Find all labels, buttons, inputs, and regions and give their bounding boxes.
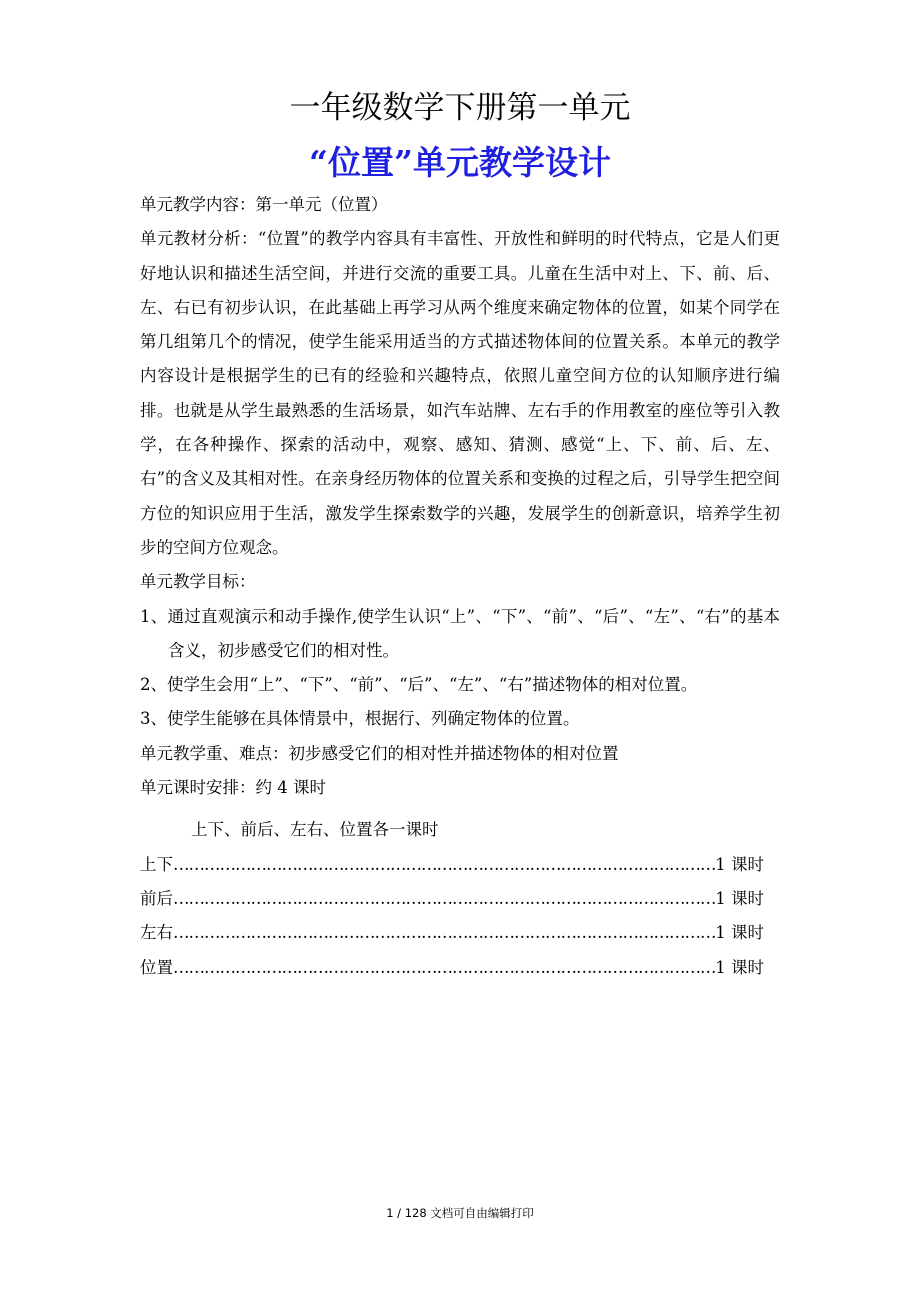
- schedule-note: 上下、前后、左右、位置各一课时: [191, 820, 439, 840]
- goal-item: 1、通过直观演示和动手操作,使学生认识“上”、“下”、“前”、“后”、“左”、“右”的基本含义，初步感受它们的相对性。: [140, 606, 780, 660]
- document-title: 一年级数学下册第一单元: [289, 90, 631, 126]
- key-points: 单元教学重、难点：初步感受它们的相对性并描述物体的相对位置: [140, 743, 619, 763]
- analysis-paragraph: 单元教材分析：“位置”的教学内容具有丰富性、开放性和鲜明的时代特点，它是人们更好地认识和描述生活空间，并进行交流的重要工具。儿童在生活中对上、下、前、后、左、右已有初步认识，在此基础上再学习从两个维度来确定物体的位置，如某个同学在第几组第几个的情况，使学生能采用适当的方式描述物体间的位置关系。本单元的教学内容设计是根据学生的已有的经验和兴趣特点，依照儿童空间方位的认知顺序进行编排。也就是从学生最熟悉的生活场景，如汽车站牌、左右手的作用教室的座位等引入教学，在各种操作、探索的活动中，观察、感知、猜测、感觉“上、下、前、后、左、右”的含义及其相对性。在亲身经历物体的位置关系和变换的过程之后，引导学生把空间方位的知识应用于生活，激发学生探索数学的兴趣，发展学生的创新意识，培养学生初步的空间方位观念。: [140, 229, 780, 557]
- page-footer: 1 / 128 文档可自由编辑打印: [386, 1206, 534, 1220]
- goal-item: 3、使学生能够在具体情景中，根据行、列确定物体的位置。: [140, 709, 580, 729]
- lesson-name: 前后: [140, 888, 173, 908]
- lesson-hours: 1 课时: [715, 854, 764, 874]
- document-body: [140, 188, 780, 985]
- document-subtitle: “位置”单元教学设计: [309, 143, 611, 182]
- goals-heading: 单元教学目标：: [140, 572, 256, 592]
- lesson-hours: 1 课时: [715, 957, 764, 977]
- dot-leader: [173, 951, 715, 985]
- lesson-row: [140, 951, 764, 985]
- lesson-hours: 1 课时: [715, 923, 764, 943]
- lesson-name: 位置: [140, 957, 173, 977]
- schedule: 单元课时安排：约 4 课时: [140, 778, 326, 798]
- dot-leader: [173, 882, 715, 916]
- lesson-name: 上下: [140, 854, 173, 874]
- lesson-row: [140, 882, 764, 916]
- dot-leader: [173, 848, 715, 882]
- lesson-row: [140, 916, 764, 950]
- lesson-row: [140, 848, 764, 882]
- dot-leader: [173, 916, 715, 950]
- content-line: 单元教学内容：第一单元（位置）: [140, 195, 388, 214]
- lesson-name: 左右: [140, 923, 173, 943]
- goal-item: 2、使学生会用“上”、“下”、“前”、“后”、“左”、“右”描述物体的相对位置。: [140, 675, 698, 695]
- lesson-hours: 1 课时: [715, 888, 764, 908]
